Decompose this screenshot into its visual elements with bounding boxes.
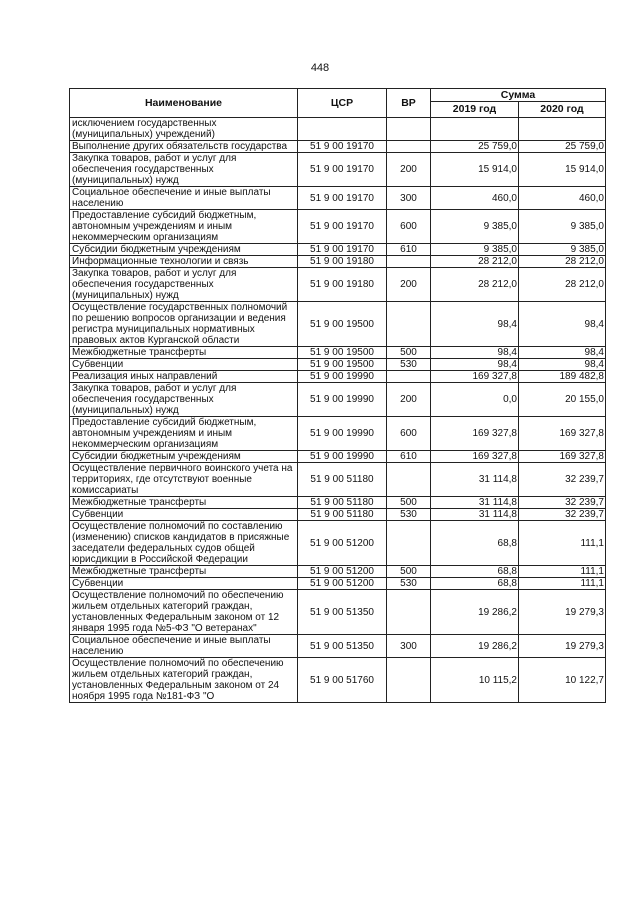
row-sum-2020: 98,4 [519,359,606,371]
row-name: Субвенции [70,359,298,371]
row-vr [387,521,431,566]
row-csr: 51 9 00 51760 [298,658,387,703]
row-sum-2020: 98,4 [519,347,606,359]
row-sum-2019: 169 327,8 [431,451,519,463]
row-sum-2020: 15 914,0 [519,153,606,187]
table-row [70,359,606,371]
row-name: Осуществление полномочий по обеспечению жильем отдельных категорий граждан, установленных Федеральным законом от 12 января 1995 года №5-ФЗ "О ветеранах" [70,590,298,635]
row-vr: 300 [387,187,431,210]
row-name: Межбюджетные трансферты [70,566,298,578]
row-name: Социальное обеспечение и иные выплаты населению [70,187,298,210]
row-csr: 51 9 00 19170 [298,187,387,210]
budget-table [69,88,606,703]
row-sum-2019: 98,4 [431,359,519,371]
row-csr [298,118,387,141]
header-name: Наименование [70,89,298,118]
table-row [70,141,606,153]
row-sum-2019: 10 115,2 [431,658,519,703]
header-csr: ЦСР [298,89,387,118]
row-csr: 51 9 00 19990 [298,371,387,383]
row-sum-2020: 32 239,7 [519,497,606,509]
row-sum-2019: 31 114,8 [431,463,519,497]
row-sum-2019: 31 114,8 [431,497,519,509]
row-vr: 610 [387,244,431,256]
row-vr: 610 [387,451,431,463]
header-year-2019: 2019 год [431,102,519,118]
row-sum-2020: 111,1 [519,566,606,578]
row-vr: 200 [387,268,431,302]
row-csr: 51 9 00 19500 [298,347,387,359]
row-csr: 51 9 00 19170 [298,153,387,187]
row-sum-2020 [519,118,606,141]
header-vr: ВР [387,89,431,118]
table-row [70,578,606,590]
row-sum-2020: 98,4 [519,302,606,347]
row-vr: 500 [387,347,431,359]
row-vr: 530 [387,359,431,371]
row-sum-2019: 25 759,0 [431,141,519,153]
row-name: Субсидии бюджетным учреждениям [70,244,298,256]
table-row [70,153,606,187]
row-sum-2019: 28 212,0 [431,268,519,302]
row-sum-2020: 19 279,3 [519,635,606,658]
row-sum-2019: 19 286,2 [431,590,519,635]
row-vr: 600 [387,417,431,451]
row-sum-2020: 169 327,8 [519,451,606,463]
row-vr: 200 [387,383,431,417]
row-csr: 51 9 00 51350 [298,635,387,658]
row-name: Субвенции [70,509,298,521]
row-sum-2020: 169 327,8 [519,417,606,451]
row-sum-2019: 460,0 [431,187,519,210]
row-sum-2019: 31 114,8 [431,509,519,521]
table-row [70,521,606,566]
row-csr: 51 9 00 19990 [298,417,387,451]
table-row [70,590,606,635]
row-vr [387,371,431,383]
row-sum-2020: 32 239,7 [519,463,606,497]
table-row [70,417,606,451]
row-vr [387,590,431,635]
row-name: Субсидии бюджетным учреждениям [70,451,298,463]
row-sum-2019: 98,4 [431,302,519,347]
row-vr: 530 [387,509,431,521]
row-sum-2020: 28 212,0 [519,268,606,302]
row-csr: 51 9 00 51200 [298,566,387,578]
row-name: Осуществление полномочий по составлению (изменению) списков кандидатов в присяжные заседатели федеральных судов общей юрисдикции в Российской Федерации [70,521,298,566]
row-sum-2019: 169 327,8 [431,417,519,451]
row-sum-2020: 9 385,0 [519,210,606,244]
row-name: Осуществление первичного воинского учета на территориях, где отсутствуют военные комиссариаты [70,463,298,497]
table-row [70,302,606,347]
row-sum-2020: 28 212,0 [519,256,606,268]
row-sum-2020: 20 155,0 [519,383,606,417]
row-vr [387,141,431,153]
row-sum-2020: 111,1 [519,521,606,566]
row-sum-2020: 25 759,0 [519,141,606,153]
row-sum-2020: 10 122,7 [519,658,606,703]
row-sum-2019 [431,118,519,141]
row-sum-2020: 111,1 [519,578,606,590]
row-name: Закупка товаров, работ и услуг для обеспечения государственных (муниципальных) нужд [70,153,298,187]
table-row [70,658,606,703]
row-csr: 51 9 00 19500 [298,302,387,347]
table-row [70,451,606,463]
row-csr: 51 9 00 51200 [298,521,387,566]
row-vr [387,463,431,497]
row-sum-2019: 9 385,0 [431,244,519,256]
row-name: Межбюджетные трансферты [70,347,298,359]
row-vr: 300 [387,635,431,658]
table-row [70,118,606,141]
row-sum-2019: 169 327,8 [431,371,519,383]
row-name: Предоставление субсидий бюджетным, автономным учреждениям и иным некоммерческим организациям [70,417,298,451]
row-csr: 51 9 00 19500 [298,359,387,371]
table-row [70,566,606,578]
table-row [70,371,606,383]
row-sum-2019: 19 286,2 [431,635,519,658]
row-vr [387,302,431,347]
row-name: Выполнение других обязательств государства [70,141,298,153]
row-name: Закупка товаров, работ и услуг для обеспечения государственных (муниципальных) нужд [70,268,298,302]
table-row [70,463,606,497]
row-csr: 51 9 00 51180 [298,463,387,497]
row-csr: 51 9 00 51180 [298,509,387,521]
table-row [70,244,606,256]
row-name: исключением государственных (муниципальных) учреждений) [70,118,298,141]
row-vr [387,658,431,703]
row-sum-2019: 68,8 [431,566,519,578]
row-sum-2019: 0,0 [431,383,519,417]
page-number: 448 [310,62,330,74]
row-vr: 200 [387,153,431,187]
row-sum-2020: 189 482,8 [519,371,606,383]
row-vr [387,256,431,268]
row-csr: 51 9 00 19170 [298,244,387,256]
table-row [70,497,606,509]
header-year-2020: 2020 год [519,102,606,118]
row-vr: 500 [387,497,431,509]
row-sum-2019: 28 212,0 [431,256,519,268]
row-name: Осуществление полномочий по обеспечению жильем отдельных категорий граждан, установленных Федеральным законом от 24 ноября 1995 года №181-ФЗ "О [70,658,298,703]
row-csr: 51 9 00 51180 [298,497,387,509]
row-vr: 530 [387,578,431,590]
row-sum-2019: 9 385,0 [431,210,519,244]
row-sum-2019: 68,8 [431,521,519,566]
row-csr: 51 9 00 19990 [298,451,387,463]
table-row [70,509,606,521]
row-sum-2020: 9 385,0 [519,244,606,256]
row-name: Закупка товаров, работ и услуг для обеспечения государственных (муниципальных) нужд [70,383,298,417]
row-name: Осуществление государственных полномочий по решению вопросов организации и ведения регистра муниципальных нормативных правовых актов Курганской области [70,302,298,347]
row-name: Межбюджетные трансферты [70,497,298,509]
header-sum: Сумма [431,89,606,102]
table-body [70,118,606,703]
row-sum-2019: 98,4 [431,347,519,359]
row-csr: 51 9 00 19170 [298,210,387,244]
row-sum-2020: 19 279,3 [519,590,606,635]
table-row [70,635,606,658]
row-sum-2019: 68,8 [431,578,519,590]
table-row [70,383,606,417]
row-csr: 51 9 00 19990 [298,383,387,417]
row-name: Предоставление субсидий бюджетным, автономным учреждениям и иным некоммерческим организациям [70,210,298,244]
row-name: Социальное обеспечение и иные выплаты населению [70,635,298,658]
row-csr: 51 9 00 51350 [298,590,387,635]
row-csr: 51 9 00 19180 [298,268,387,302]
row-csr: 51 9 00 19170 [298,141,387,153]
table-row [70,268,606,302]
row-vr: 600 [387,210,431,244]
row-sum-2020: 460,0 [519,187,606,210]
row-name: Субвенции [70,578,298,590]
table-row [70,210,606,244]
row-sum-2019: 15 914,0 [431,153,519,187]
row-name: Информационные технологии и связь [70,256,298,268]
row-csr: 51 9 00 51200 [298,578,387,590]
table-row [70,256,606,268]
table-row [70,347,606,359]
row-csr: 51 9 00 19180 [298,256,387,268]
row-sum-2020: 32 239,7 [519,509,606,521]
row-vr: 500 [387,566,431,578]
row-vr [387,118,431,141]
table-row [70,187,606,210]
row-name: Реализация иных направлений [70,371,298,383]
